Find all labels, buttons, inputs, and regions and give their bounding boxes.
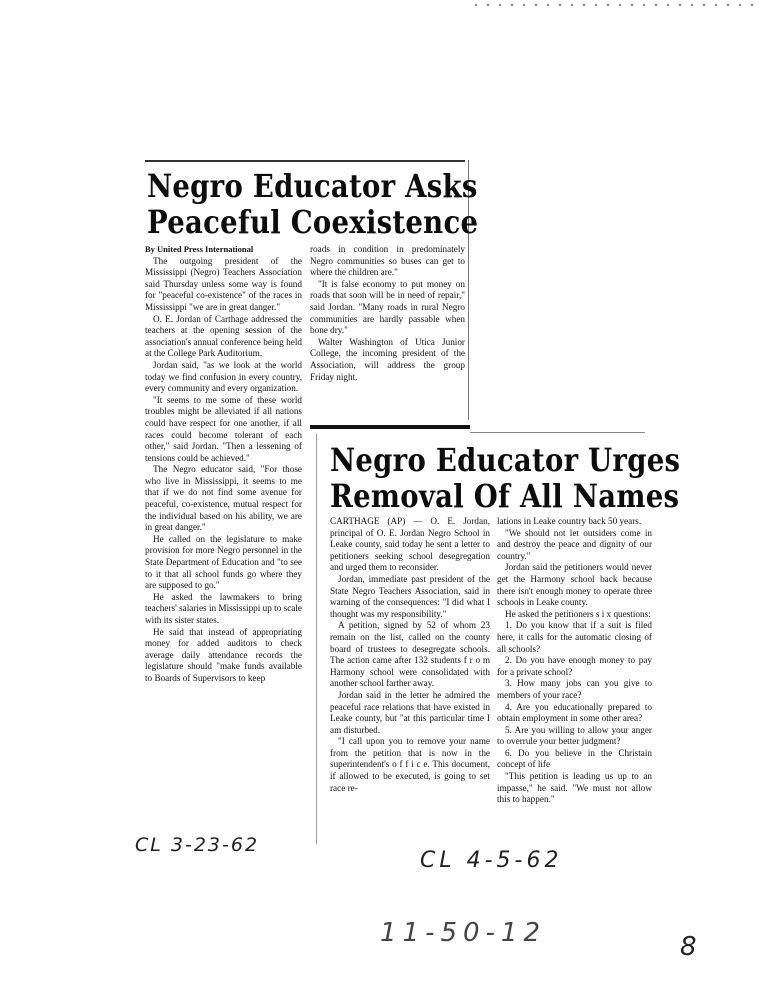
article1-paragraph: O. E. Jordan of Carthage addressed the teachers at the opening session of the association's annual conference being held at the College Park Auditorium. [145, 313, 302, 359]
article1-top-rule [145, 160, 465, 162]
article1-column-1 [145, 244, 302, 780]
corner-mark: 8 [680, 932, 697, 962]
article1-paragraph: The outgoing president of the Mississippi (Negro) Teachers Association said Thursday unless some way is found for "peaceful co-existence" of the races in Mississippi "we are in great danger." [145, 255, 302, 312]
article2-headline-line2: Removal Of All Names [330, 477, 680, 515]
article1-paragraph: Jordan said, "as we look at the world today we find confusion in every country, every community and every organization. [145, 359, 302, 394]
article2-paragraph: "This petition is leading us up to an impasse," he said. "We must not allow this to happen." [497, 771, 652, 805]
article2-paragraph: 3. How many jobs can you give to members of your race? [497, 678, 652, 700]
article1-paragraph: The Negro educator said, "For those who live in Mississippi, it seems to me that if we do not find some avenue for peaceful, co-existence, mutual respect for the individual based on his ability, we are in great danger." [145, 464, 302, 533]
perforation-dots [470, 2, 760, 8]
article2-paragraph: 6. Do you believe in the Christain concept of life [497, 747, 652, 770]
article1-column-2 [310, 244, 465, 414]
article2-paragraph: A petition, signed by 52 of whom 23 remain on the list, called on the county board of trustees to desegregate schools. The action came after 132 students f r o m Harmony school were consolidated with another school farther away. [330, 620, 490, 689]
article1-byline: By United Press International [145, 244, 254, 254]
article1-handwritten-date: CL 3-23-62 [135, 834, 260, 856]
article2-paragraph: 4. Are you educationally prepared to obtain employment in some other area? [497, 701, 652, 724]
article1-paragraph: He called on the legislature to make provision for more Negro personnel in the State Department of Education and "to see to it that all school funds go where they are supposed to go." [145, 533, 302, 591]
article2-paragraph: 2. Do you have enough money to pay for a private school? [497, 655, 652, 677]
article2-top-thin-rule [470, 432, 645, 433]
article2-paragraph: Jordan said the petitioners would never get the Harmony school back because there isn't enough money to operate three schools in Leake county. [497, 562, 652, 608]
article1-paragraph: He said that instead of appropriating money for added auditors to check average daily attendance records the legislature should "make funds available to Boards of Supervisors to keep [145, 626, 302, 683]
article2-paragraph: CARTHAGE (AP) — O. E. Jordan, principal of O. E. Jordan Negro School in Leake county, said today he sent a letter to petitioners seeking school desegregation and urged them to reconsider. [330, 516, 490, 573]
article2-paragraph: 1. Do you know that if a suit is filed here, it calls for the automatic closing of all schools? [497, 620, 652, 654]
article1-paragraph: Walter Washington of Utica Junior College, the incoming president of the Association, will address the group Friday night. [310, 336, 465, 382]
file-number: 11-50-12 [380, 918, 547, 948]
article1-paragraph: "It is false economy to put money on roads that soon will be in need of repair," said Jordan. "Many roads in rural Negro communities are hardly passable when bone dry." [310, 278, 465, 336]
article2-paragraph: "I call upon you to remove your name from the petition that is now in the superintendent's o f f i c e. This document, if allowed to be executed, is going to set race re- [330, 736, 490, 793]
article2-column-1 [330, 516, 490, 846]
article1-paragraph: He asked the lawmakers to bring teachers' salaries in Mississippi up to scale with its sister states. [145, 591, 302, 625]
article1-paragraph: roads in condition in predominately Negro communities so buses can get to where the children are." [310, 244, 465, 278]
article1-paragraph: "It seems to me some of these world troubles might be alleviated if all nations could have respect for one another, if all races could become tolerant of each other," said Jordan. "Then a lessening of tensions could be achieved." [145, 394, 302, 463]
article2-paragraph: He asked the petitioners s i x questions: [505, 608, 651, 619]
article2-headline-line1: Negro Educator Urges [330, 441, 681, 479]
article2-paragraph: lations in Leake country back 50 years. [497, 516, 642, 526]
article2-left-border [316, 434, 317, 844]
article2-top-rule [310, 425, 470, 429]
article2-paragraph: "We should not let outsiders come in and destroy the peace and dignity of our country." [497, 527, 652, 561]
article2-paragraph: Jordan said in the letter he admired the peaceful race relations that have existed in Leake county, but "at this particular time I am disturbed. [330, 689, 490, 735]
article2-column-2 [497, 516, 652, 846]
article2-paragraph: 5. Are you willing to allow your anger to overrule your better judgment? [497, 724, 652, 747]
article1-headline-line2: Peaceful Coexistence [147, 203, 479, 241]
article2-paragraph: Jordan, immediate past president of the State Negro Teachers Association, said in warning of the consequences: "I did what I thought was my responsibility." [330, 573, 490, 619]
article1-headline-line1: Negro Educator Asks [147, 167, 478, 205]
article2-handwritten-date: CL 4-5-62 [420, 848, 563, 873]
